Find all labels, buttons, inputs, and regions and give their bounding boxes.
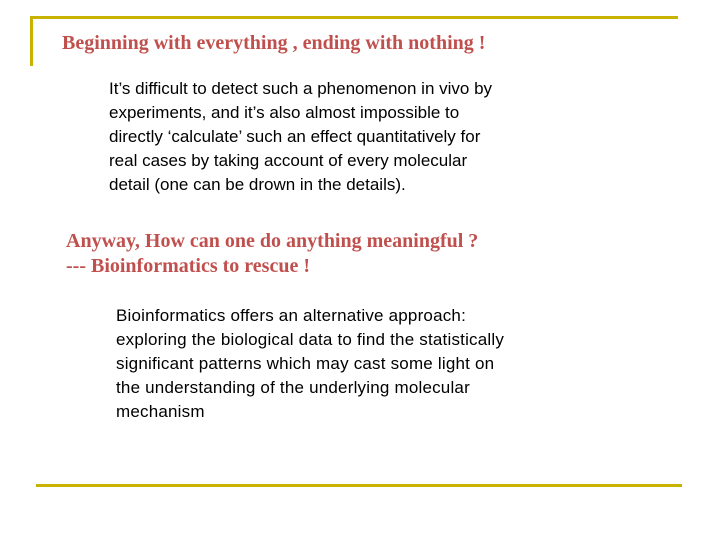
subheading-line: Anyway, How can one do anything meaningful ? [66,230,479,252]
subheading [66,229,478,279]
paragraph-line: real cases by taking account of every molecular [109,151,468,170]
paragraph-line: It’s difficult to detect such a phenomenon in vivo by [109,79,493,98]
paragraph-line: exploring the biological data to find the statistically [116,330,505,349]
paragraph-bioinformatics [116,304,504,424]
paragraph-line: significant patterns which may cast some light on [116,354,495,373]
subheading-line: --- Bioinformatics to rescue ! [66,255,311,277]
paragraph-line: experiments, and it’s also almost impossible to [109,103,460,122]
paragraph-line: directly ‘calculate’ such an effect quantitatively for [109,127,481,146]
paragraph-line: the understanding of the underlying molecular [116,378,470,397]
paragraph-difficulty [109,77,492,197]
bottom-rule [36,484,682,487]
paragraph-line: detail (one can be drown in the details). [109,175,406,194]
paragraph-line: Bioinformatics offers an alternative approach: [116,306,467,325]
left-rule [30,16,33,66]
paragraph-line: mechanism [116,402,205,421]
slide-title: Beginning with everything , ending with nothing ! [62,32,486,54]
top-rule [30,16,678,19]
